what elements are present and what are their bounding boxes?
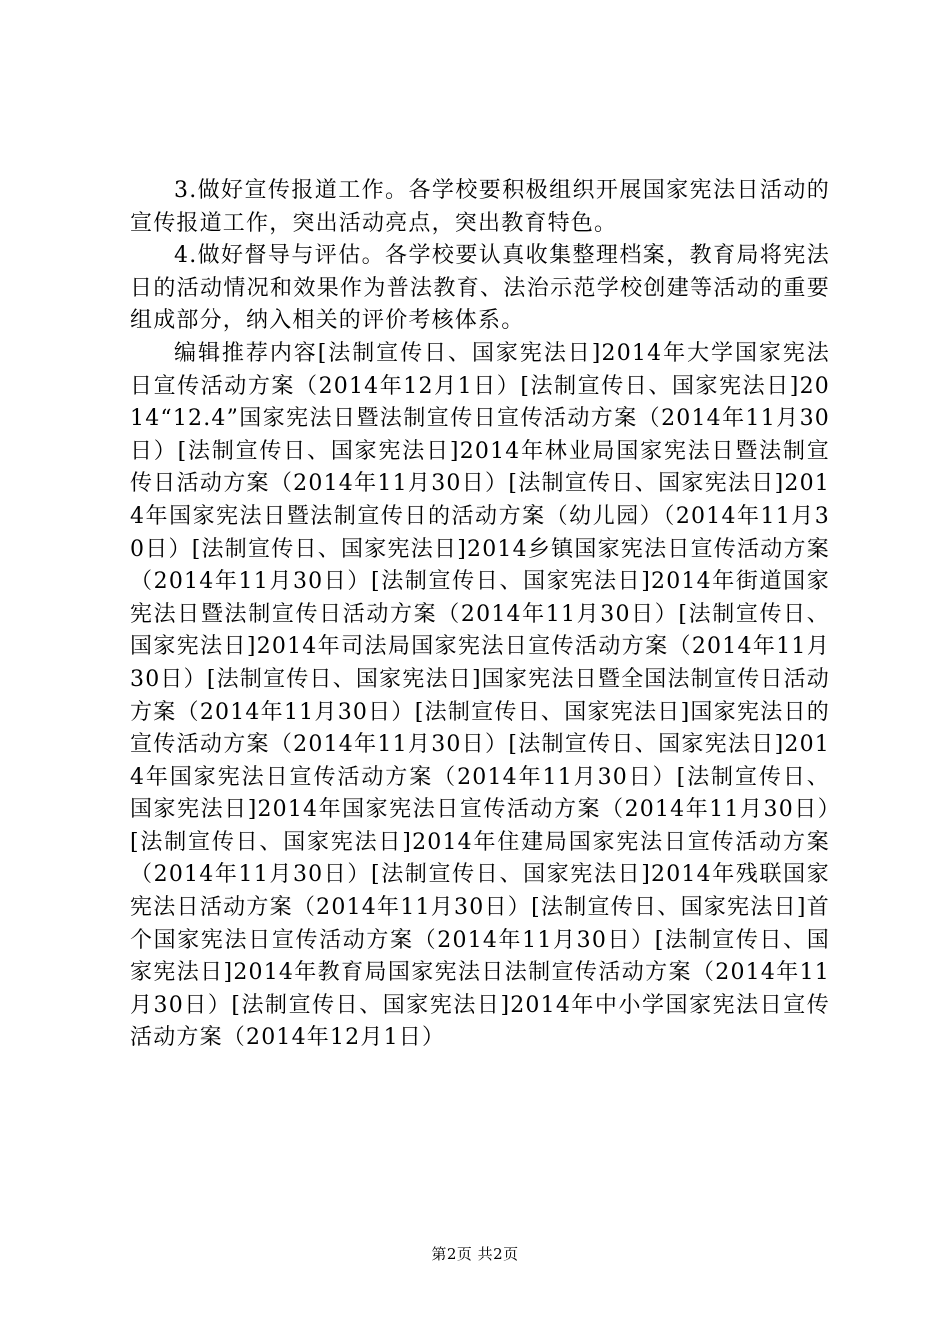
paragraph-recommended-content: 编辑推荐内容[法制宣传日、国家宪法日]2014年大学国家宪法日宣传活动方案（2014年12月1日）[法制宣传日、国家宪法日]2014“12.4”国家宪法日暨法制宣传日宣传活动方案（2014年11月30日）[法制宣传日、国家宪法日]2014年林业局国家宪法日暨法制宣传日活动方案（2014年11月30日）[法制宣传日、国家宪法日]2014年国家宪法日暨法制宣传日的活动方案（幼儿园）（2014年11月30日）[法制宣传日、国家宪法日]2014乡镇国家宪法日宣传活动方案（2014年11月30日）[法制宣传日、国家宪法日]2014年街道国家宪法日暨法制宣传日活动方案（2014年11月30日）[法制宣传日、国家宪法日]2014年司法局国家宪法日宣传活动方案（2014年11月30日）[法制宣传日、国家宪法日]国家宪法日暨全国法制宣传日活动方案（2014年11月30日）[法制宣传日、国家宪法日]国家宪法日的宣传活动方案（2014年11月30日）[法制宣传日、国家宪法日]2014年国家宪法日宣传活动方案（2014年11月30日）[法制宣传日、国家宪法日]2014年国家宪法日宣传活动方案（2014年11月30日）[法制宣传日、国家宪法日]2014年住建局国家宪法日宣传活动方案（2014年11月30日）[法制宣传日、国家宪法日]2014年残联国家宪法日活动方案（2014年11月30日）[法制宣传日、国家宪法日]首个国家宪法日宣传活动方案（2014年11月30日）[法制宣传日、国家宪法日]2014年教育局国家宪法日法制宣传活动方案（2014年11月30日）[法制宣传日、国家宪法日]2014年中小学国家宪法日宣传活动方案（2014年12月1日）	[130, 340, 830, 1051]
paragraph-publicity-reporting: 3.做好宣传报道工作。各学校要积极组织开展国家宪法日活动的宣传报道工作，突出活动亮点，突出教育特色。	[130, 178, 830, 236]
page-footer: 第2页 共2页	[431, 1245, 519, 1263]
paragraph-supervision-evaluation: 4.做好督导与评估。各学校要认真收集整理档案，教育局将宪法日的活动情况和效果作为普法教育、法治示范学校创建等活动的重要组成部分，纳入相关的评价考核体系。	[130, 243, 830, 334]
document-body	[130, 175, 830, 1055]
